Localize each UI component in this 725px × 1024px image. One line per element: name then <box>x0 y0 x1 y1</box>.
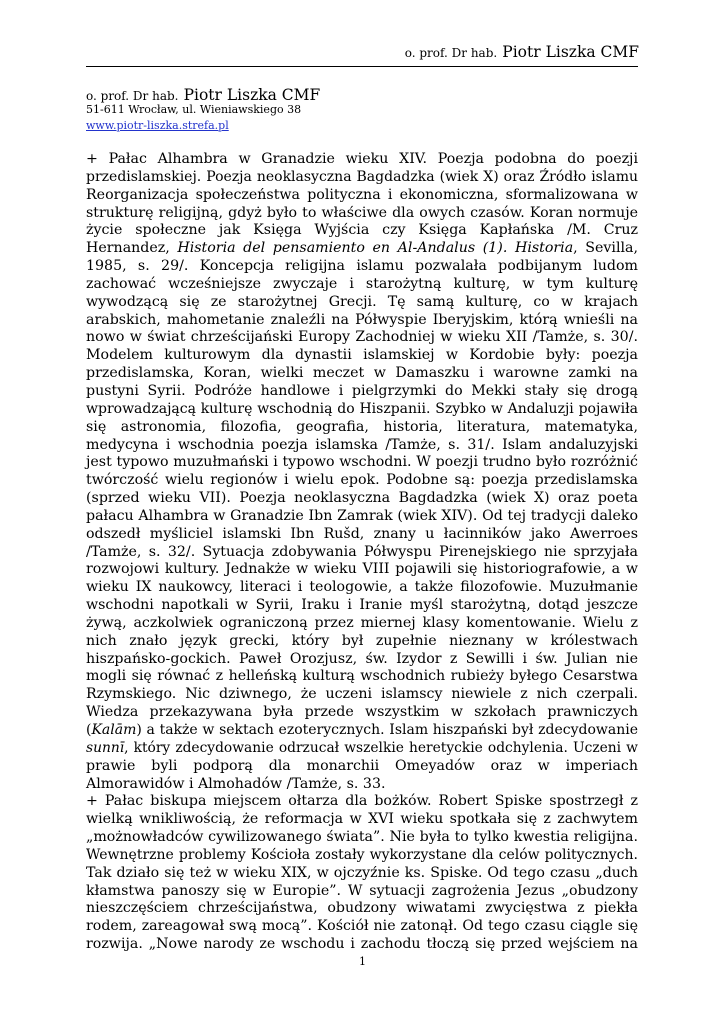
text-line <box>86 329 638 347</box>
text-line <box>86 222 638 240</box>
text-line <box>86 936 638 954</box>
text-line <box>86 258 638 276</box>
text-line <box>86 579 638 597</box>
text-line <box>86 918 638 936</box>
text-span: Reorganizacja społeczeństwa polityczna i ekonomiczna, sformalizowana w <box>86 186 638 203</box>
body-text <box>86 151 638 954</box>
address-author-name: Piotr Liszka CMF <box>183 86 321 104</box>
text-span: medycyna i wschodnia poezja islamska /Tamże, s. 31/. Islam andaluzyjski <box>86 436 638 453</box>
text-span: Hernandez, <box>86 240 178 257</box>
text-line <box>86 526 638 544</box>
text-span: Wewnętrzne problemy Kościoła zostały wykorzystane dla celów politycznych. <box>86 846 638 863</box>
header-title-prefix: o. prof. Dr hab. <box>404 46 498 60</box>
text-line <box>86 704 638 722</box>
text-line <box>86 437 638 455</box>
text-line <box>86 544 638 562</box>
text-line <box>86 865 638 883</box>
address-street: 51-611 Wrocław, ul. Wieniawskiego 38 <box>86 103 302 116</box>
text-span: mogli się równać z helleńską kulturą wschodnich rubieży byłego Cesarstwa <box>86 668 638 685</box>
text-span: Almorawidów i Almohadów /Tamże, s. 33. <box>86 775 386 792</box>
text-span: , który zdecydowanie odrzucał wszelkie heretyckie odchylenia. Uczeni w <box>124 739 638 756</box>
text-line <box>86 686 638 704</box>
text-line <box>86 561 638 579</box>
text-span: wschodni napotkali w Syrii, Iraku i Iranie myśl starożytną, dotąd jeszcze <box>86 597 638 614</box>
text-span: ( <box>86 722 92 738</box>
text-line <box>86 597 638 615</box>
text-span: rozwija. „Nowe narody ze wschodu i zachodu tłoczą się przed wejściem na <box>86 936 638 953</box>
address-title-prefix: o. prof. Dr hab. <box>86 89 179 103</box>
text-line <box>86 633 638 651</box>
italic-span: Kalām <box>91 722 137 738</box>
text-span: „możnowładców cywilizowanego świata”. Nie była to tylko kwestia religijna. <box>86 829 638 846</box>
text-span: odszedł myśliciel islamski Ibn Rušd, znany u łacinników jako Awerroes <box>86 525 638 542</box>
text-span: przedislamskiej. Poezja neoklasyczna Bagdadzka (wiek X) oraz Źródło islamu <box>86 168 638 185</box>
text-line <box>86 187 638 205</box>
text-line <box>86 508 638 526</box>
text-span: twórczość wielu regionów i wielu epok. Podobne są: poezja przedislamska <box>86 472 638 489</box>
header-author-name: Piotr Liszka CMF <box>502 43 639 61</box>
text-span: nieszczęściem chrześcijaństwa, obudzony wiwatami zwycięstwa z piekła <box>86 900 638 917</box>
author-address-block <box>86 88 320 133</box>
text-span: Tak działo się też w wieku XIX, w ojczyźnie ks. Spiske. Od tego czasu „duch <box>86 864 638 881</box>
text-span: Rzymskiego. Nic dziwnego, że uczeni islamscy niewiele z nich czerpali. <box>86 686 638 703</box>
text-line <box>86 383 638 401</box>
text-span: strukturę religijną, gdyż było to właściwe dla owych czasów. Koran normuje <box>86 204 638 221</box>
running-header <box>405 42 639 61</box>
text-span: nowo w świat chrześcijański Europy Zachodniej w wieku XII /Tamże, s. 30/. <box>86 329 638 346</box>
text-span: prawie byli podporą dla monarchii Omeyadów oraz w imperiach <box>86 757 638 774</box>
text-line <box>86 811 638 829</box>
text-span: kłamstwa panoszy się w Europie”. W sytuacji zagrożenia Jezus „obudzony <box>86 882 638 899</box>
text-span: rodem, zareagował swą mocą”. Kościół nie zatonął. Od tego czasu ciągle się <box>86 918 638 935</box>
text-span: /Tamże, s. 32/. Sytuacja zdobywania Półwyspu Pirenejskiego nie sprzyjała <box>86 543 638 560</box>
text-span: nich znało język grecki, który był zupełnie nieznany w królestwach <box>86 632 638 649</box>
text-span: Modelem kulturowym dla dynastii islamskiej w Kordobie były: poezja <box>86 347 638 364</box>
text-line <box>86 401 638 419</box>
text-line <box>86 740 638 758</box>
text-line <box>86 365 638 383</box>
text-line <box>86 758 638 776</box>
text-span: jest typowo muzułmański i typowo wschodni. W poezji trudno było rozróżnić <box>86 454 638 471</box>
text-span: wywodzącą się ze starożytnej Grecji. Tę samą kulturę, co w krajach <box>86 293 638 310</box>
text-span: żywą, aczkolwiek ograniczoną przez miernej klasy komentowanie. Wielu z <box>86 614 638 631</box>
text-line <box>86 472 638 490</box>
page-number: 1 <box>359 955 366 968</box>
text-line <box>86 454 638 472</box>
text-span: , Sevilla, <box>573 240 639 257</box>
text-span: przedislamska, Koran, wielki meczet w Damaszku i warowne zamki na <box>86 365 638 382</box>
text-span: zachować wcześniejsze zwyczaje i starożytną kulturę, w tym kulturę <box>86 275 638 292</box>
text-span: wieku IX naukowcy, literaci i teologowie, a także filozofowie. Muzułmanie <box>86 579 638 596</box>
text-line <box>86 151 638 169</box>
text-span: hiszpańsko-gockich. Paweł Orozjusz, św. Izydor z Sewilli i św. Julian nie <box>86 650 638 667</box>
text-span: rozwojowi kultury. Jednakże w wieku VIII pojawili się historiografowie, a w <box>86 561 638 578</box>
text-line <box>86 276 638 294</box>
header-rule <box>86 66 638 67</box>
text-line <box>86 900 638 918</box>
text-span: się astronomia, filozofia, geografia, historia, literatura, matematyka, <box>86 418 638 435</box>
text-span: arabskich, mahometanie znaleźli na Półwyspie Iberyjskim, którą wnieśli na <box>86 311 638 328</box>
text-span: pałacu Alhambra w Granadzie Ibn Zamrak (wiek XIV). Od tej tradycji daleko <box>86 507 638 524</box>
text-line <box>86 668 638 686</box>
text-line <box>86 312 638 330</box>
text-span: + Pałac biskupa miejscem ołtarza dla bożków. Robert Spiske spostrzegł z <box>86 793 638 810</box>
text-line <box>86 490 638 508</box>
text-span: pustyni Syrii. Podróże handlowe i pielgrzymki do Mekki stały się drogą <box>86 382 638 399</box>
text-span: życie społeczne jak Księga Wyjścia czy Księga Kapłańska /M. Cruz <box>86 222 638 239</box>
text-line <box>86 651 638 669</box>
text-span: ) a także w sektach ezoterycznych. Islam hiszpański był zdecydowanie <box>136 722 638 738</box>
text-line <box>86 793 638 811</box>
text-line <box>86 205 638 223</box>
text-line <box>86 615 638 633</box>
text-line <box>86 169 638 187</box>
website-link[interactable]: www.piotr-liszka.strefa.pl <box>86 119 229 132</box>
text-line <box>86 883 638 901</box>
text-line <box>86 419 638 437</box>
text-span: Wiedza przekazywana była przede wszystkim w szkołach prawniczych <box>86 704 638 721</box>
text-line <box>86 722 638 740</box>
italic-span: Historia del pensamiento en Al-Andalus (1). Historia <box>177 240 574 257</box>
italic-span: sunnī <box>86 739 125 756</box>
text-span: (sprzed wieku VII). Poezja neoklasyczna Bagdadzka (wiek X) oraz poeta <box>86 490 638 507</box>
text-span: + Pałac Alhambra w Granadzie wieku XIV. Poezja podobna do poezji <box>86 151 638 167</box>
text-span: 1985, s. 29/. Koncepcja religijna islamu pozwalała podbijanym ludom <box>86 258 638 275</box>
text-line <box>86 294 638 312</box>
text-span: wprowadzającą kulturę wschodnią do Hiszpanii. Szybko w Andaluzji pojawiła <box>86 400 638 417</box>
text-line <box>86 776 638 794</box>
text-line <box>86 829 638 847</box>
text-line <box>86 240 638 258</box>
text-line <box>86 847 638 865</box>
text-span: wielką wnikliwością, że reformacja w XVI wieku spotkała się z zachwytem <box>86 811 638 828</box>
text-line <box>86 347 638 365</box>
